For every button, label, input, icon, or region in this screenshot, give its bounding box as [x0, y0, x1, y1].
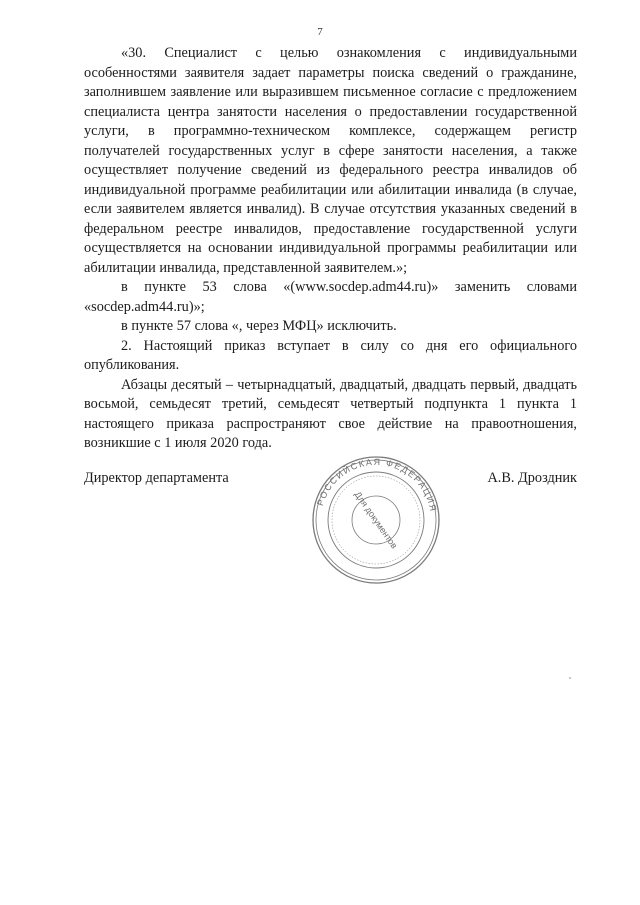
paragraph-effective-date: 2. Настоящий приказ вступает в силу со дня его официального опубликования.	[84, 337, 577, 373]
paragraph-retroactive: Абзацы десятый – четырнадцатый, двадцатый, двадцать первый, двадцать восьмой, семьдесят третий, семьдесят четвертый подпункта 1 пункта 1 настоящего приказа распространяют свое действие на правоотношения, возникшие с 1 июля 2020 года.	[84, 376, 577, 451]
seal-outer-text: РОССИЙСКАЯ ФЕДЕРАЦИЯ	[314, 456, 439, 514]
paragraph-point-30: «30. Специалист с целью ознакомления с индивидуальными особенностями заявителя задает параметры поиска сведений о гражданине, заполнившем заявление или выразившем письменное согласие с предложением специалиста центра занятости населения о предоставлении государственной услуги, в программно-техническом комплексе, содержащем регистр получателей государственных услуг в сфере занятости населения, а также осуществляет получение сведений из федерального реестра инвалидов об индивидуальной программе реабилитации или абилитации инвалида (в случае, если заявителем является инвалид). В случае отсутствия указанных сведений в федеральном реестре инвалидов, предоставление государственной услуги осуществляется на основании индивидуальной программы реабилитации или абилитации инвалида, представленной заявителем.»;	[84, 45, 577, 276]
signer-position: Директор департамента	[84, 470, 229, 486]
seal-center-text: Для документов	[352, 489, 400, 551]
official-seal	[311, 455, 441, 585]
document-body	[84, 44, 577, 454]
page-number: 7	[317, 26, 323, 38]
scan-speck	[569, 677, 571, 679]
paragraph-point-53: в пункте 53 слова «(www.socdep.adm44.ru)» заменить словами «socdep.adm44.ru)»;	[84, 279, 577, 315]
signer-name: А.В. Дроздник	[487, 470, 577, 486]
paragraph-point-57: в пункте 57 слова «, через МФЦ» исключить.	[121, 318, 397, 334]
